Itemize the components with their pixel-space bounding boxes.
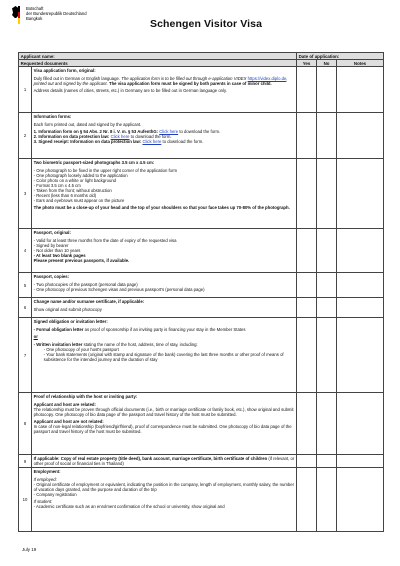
requirement-title: Change name and/or surname certificate, if applicable: [33,299,145,305]
requirement-cell [32,229,297,273]
requirement-cell [32,113,297,159]
no-checkbox-cell[interactable] [317,468,337,532]
embassy-name-line3: Bangkok [26,16,43,21]
row-number: 1 [19,67,32,113]
col-header-notes: Notes [337,60,384,67]
table-row [19,318,384,393]
requirement-note: Address details (names of cities, streets, etc.) in Germany are to be filled out in German language only. [33,88,227,94]
no-checkbox-cell[interactable] [317,455,337,468]
requirement-text: - Written invitation letter stating the name of the host, address, time of stay, including: [33,341,198,347]
requirement-title: Information forms: [33,114,72,120]
embassy-logo [12,6,87,24]
requirement-note: Please present previous passports, if available. [33,257,130,263]
requirement-title: Employment: [33,469,61,475]
requirement-text: In case of non-legal relationship (boyfriend/girlfriend), proof of correspondence must be submitted. One photocopy of bio data page of the passport and travel history of the host must be submitted. [33,424,292,435]
requirement-item: - Academic certificate such as an enrolment confirmation of the school or university, show original and [33,504,225,510]
date-of-application-label: Date of application: [297,53,384,60]
requirement-subheading: Applicant and host are not related: [33,419,104,425]
form-download-link[interactable]: Click here [159,129,179,135]
document-checklist-table [18,52,384,532]
notes-cell[interactable] [337,318,384,393]
col-header-no: No [317,60,337,67]
requirement-title: Two biometric passport-sized photographs 3.5 cm x 4.5 cm: [33,160,155,166]
requirement-item: - Company registration [33,491,77,497]
table-row [19,113,384,159]
requirement-cell [32,455,297,468]
table-row [19,67,384,113]
requirement-title: If applicable: Copy of real estate property (title deed), bank account, marriage certificate, birth certificate of children (if relevant, or other proof of social or financial ties in Thailand) [33,456,295,467]
notes-cell[interactable] [337,273,384,298]
requirement-title: Proof of relationship with the host or inviting party: [33,394,138,400]
requirement-text: Each form printed out, dated and signed by the applicant. [33,121,142,127]
table-row [19,393,384,455]
form-download-link[interactable]: Click here [110,134,130,140]
requirement-item: - One photocopy of your host's passport [43,346,119,352]
requirement-item: - Valid for at least three months from the date of expiry of the requested visa [33,237,177,243]
notes-cell[interactable] [337,159,384,229]
requirement-cell [32,393,297,455]
requirement-item: - Format 3.5 cm x 4.5 cm [33,182,81,188]
notes-cell[interactable] [337,67,384,113]
no-checkbox-cell[interactable] [317,229,337,273]
requirement-subheading: If employed: [33,476,57,482]
requirement-item: 3. Signed receipt: Information on data protection law: Click here to download the form. [33,139,204,145]
col-header-documents: Requested documents [19,60,297,67]
requirement-cell [32,273,297,298]
table-row [19,468,384,532]
notes-cell[interactable] [337,113,384,159]
federal-eagle-icon [12,6,19,24]
row-number: 4 [19,229,32,273]
table-row [19,273,384,298]
form-download-link[interactable]: Click here [142,139,162,145]
requirement-item: - One photograph loosely added to the application [33,172,128,178]
yes-checkbox-cell[interactable] [297,393,317,455]
requirement-item: - Taken from the front; without obstruction [33,187,112,193]
requirement-item: - One photocopy of previous Schengen visas and previous passport's (personal data page) [33,286,205,292]
embassy-name-line1: Botschaft [26,6,44,11]
table-row [19,298,384,318]
yes-checkbox-cell[interactable] [297,229,317,273]
requirement-title: Passport, original: [33,230,71,236]
notes-cell[interactable] [337,393,384,455]
videx-link[interactable]: https://videx.diplo.de [247,75,287,81]
requirement-item: - Your bank statements (original with stamp and signature of the bank) covering the last three months or other proof of means of subsistence for the intended journey and the duration of stay [43,351,284,362]
row-number: 10 [19,468,32,532]
row-number: 8 [19,393,32,455]
notes-cell[interactable] [337,455,384,468]
requirement-item: - Two photocopies of the passport (personal data page) [33,281,138,287]
col-header-yes: Yes [297,60,317,67]
yes-checkbox-cell[interactable] [297,455,317,468]
requirement-cell [32,67,297,113]
page-header [12,6,392,38]
or-separator: or [33,334,38,340]
german-flag-icon [18,6,20,24]
requirement-item: - Not older than 10 years [33,247,81,253]
page-title: Schengen Visitor Visa [150,18,263,30]
requirement-item: - Recent (less than 6 months old) [33,192,97,198]
requirement-text: - Formal obligation letter as proof of sponsorship if an inviting party is financing your stay in the Member States [33,326,246,332]
applicant-row [19,53,384,60]
row-number: 3 [19,159,32,229]
no-checkbox-cell[interactable] [317,113,337,159]
requirement-item: - Signed by bearer [33,242,69,248]
requirement-item: - Ears and eyebrows must appear on the picture [33,197,125,203]
yes-checkbox-cell[interactable] [297,468,317,532]
no-checkbox-cell[interactable] [317,393,337,455]
row-number: 7 [19,318,32,393]
footer-date: July 19 [22,547,37,552]
requirement-item: - One photograph to be fixed in the upper right corner of the application form [33,167,178,173]
yes-checkbox-cell[interactable] [297,273,317,298]
table-row [19,455,384,468]
requirement-item: - At least two blank pages [33,252,86,258]
table-row [19,159,384,229]
notes-cell[interactable] [337,229,384,273]
row-number: 9 [19,455,32,468]
requirement-title: Passport, copies: [33,274,70,280]
requirement-cell [32,159,297,229]
yes-checkbox-cell[interactable] [297,318,317,393]
requirement-item: - Original certificate of employment or equivalent, indicating the position in the company, length of employment, monthly salary, the number of vacation days granted, and the purpose and duration of the trip [33,481,294,492]
requirement-item: - Color photo on a white or light background [33,177,117,183]
no-checkbox-cell[interactable] [317,298,337,318]
table-row [19,229,384,273]
requirement-cell [32,298,297,318]
requirement-title: Visa application form, original: [33,68,96,74]
row-number: 2 [19,113,32,159]
row-number: 5 [19,273,32,298]
requirement-cell [32,318,297,393]
applicant-name-label: Applicant name: [19,53,297,60]
no-checkbox-cell[interactable] [317,159,337,229]
requirement-subheading: If student: [33,499,53,505]
requirement-text: Show original and submit photocopy [33,306,102,312]
yes-checkbox-cell[interactable] [297,67,317,113]
no-checkbox-cell[interactable] [317,273,337,298]
requirement-item: 1. Information form on § 54 Abs. 2 Nr. 8 i. V. m. § 53 AufenthG: Click here to download the form. [33,129,221,135]
no-checkbox-cell[interactable] [317,318,337,393]
requirement-item: 2. Information on data protection law: Click here to download the form. [33,134,172,140]
yes-checkbox-cell[interactable] [297,159,317,229]
no-checkbox-cell[interactable] [317,67,337,113]
requirement-subheading: Applicant and host are related: [33,401,96,407]
column-header-row [19,60,384,67]
embassy-name [26,6,87,21]
requirement-cell [32,468,297,532]
notes-cell[interactable] [337,298,384,318]
requirement-title: Signed obligation or invitation letter: [33,319,108,325]
requirement-text: The relationship must be proven through official documents (i.e., birth or marriage certificate or family book, etc.), show original and submit photocopy. One photocopy of bio data page of the passport and travel history of the host must be submitted. [33,406,294,417]
yes-checkbox-cell[interactable] [297,298,317,318]
embassy-name-line2: der Bundesrepublik Deutschland [26,11,87,16]
row-number: 6 [19,298,32,318]
requirement-note: The photo must be a close-up of your head and the top of your shoulders so that your face takes up 70-80% of the photograph. [33,205,290,211]
yes-checkbox-cell[interactable] [297,113,317,159]
notes-cell[interactable] [337,468,384,532]
requirement-text: Duly filled out in German or English language. The application form is to be filled out through e-application VIDEX https://videx.diplo.de, printed out and signed by the applicant. The visa application form must be signed by both parents in case of minor child. [33,75,288,86]
